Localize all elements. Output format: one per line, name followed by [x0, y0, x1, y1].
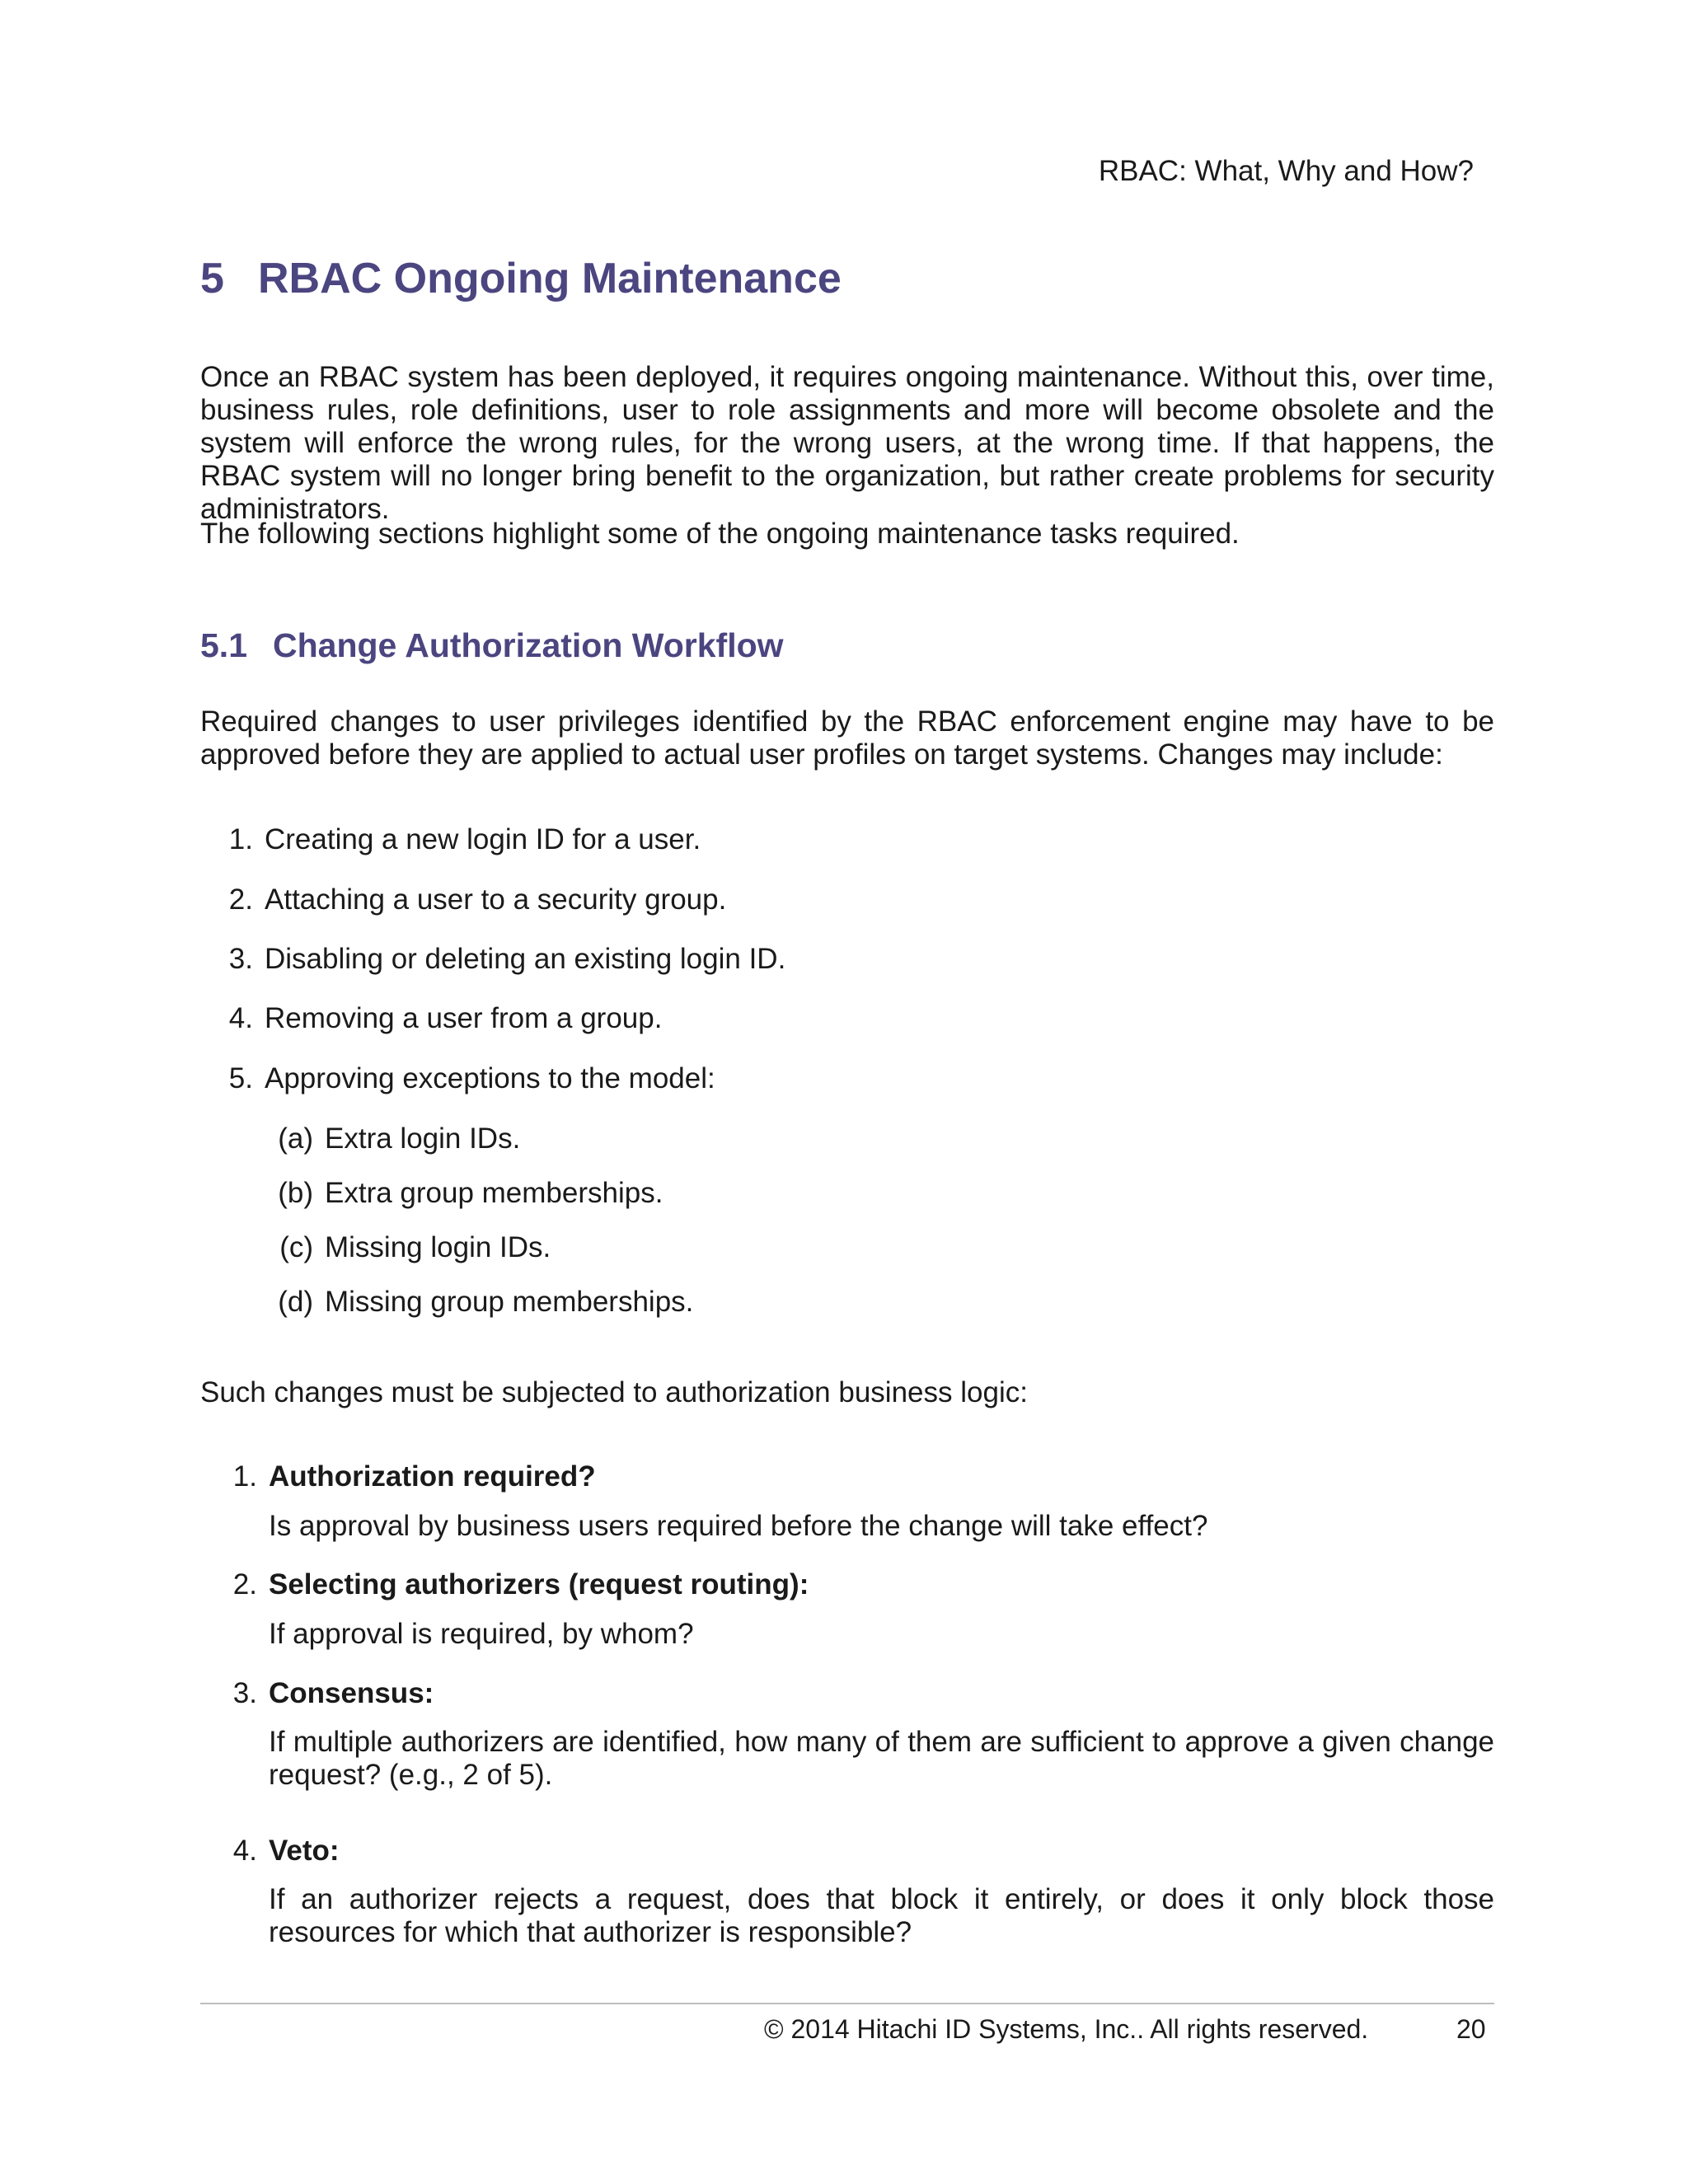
logic-title: Veto:: [269, 1835, 340, 1867]
footer-copyright: © 2014 Hitachi ID Systems, Inc.. All rights reserved.: [764, 2014, 1369, 2044]
sub-list-item: [278, 1122, 521, 1155]
list-marker: 4.: [228, 1002, 253, 1034]
subsection-intro: Required changes to user privileges identified by the RBAC enforcement engine may have to be approved before they are applied to actual user profiles on target systems. Changes may include:: [200, 705, 1494, 771]
logic-item-text: If approval is required, by whom?: [269, 1618, 694, 1650]
logic-item-title: [232, 1835, 340, 1868]
section-heading: [200, 254, 842, 303]
list-item-text: Attaching a user to a security group.: [265, 883, 727, 916]
logic-item-title: [232, 1460, 596, 1493]
list-marker: 4.: [232, 1835, 257, 1867]
logic-intro: Such changes must be subjected to authorization business logic:: [200, 1376, 1028, 1408]
logic-title: Authorization required?: [269, 1460, 596, 1493]
footer-divider: [200, 2003, 1494, 2004]
sub-list-item: [278, 1286, 694, 1319]
logic-item-text: If an authorizer rejects a request, does that block it entirely, or does it only block those resources for which that authorizer is responsible?: [269, 1883, 1494, 1948]
sub-list-item: [279, 1231, 551, 1264]
list-marker: 2.: [232, 1568, 257, 1601]
list-marker: 5.: [228, 1062, 253, 1094]
page-number: 20: [1456, 2014, 1486, 2044]
subsection-heading: [200, 626, 784, 665]
list-item: [228, 943, 786, 976]
section-paragraph-1: Once an RBAC system has been deployed, it requires ongoing maintenance. Without this, over time, business rules, role definitions, user to role assignments and more will become obsolete and the system will enforce the wrong rules, for the wrong users, at the wrong time. If that happens, the RBAC system will no longer bring benefit to the organization, but rather create problems for security administrators.: [200, 361, 1494, 525]
list-item-text: Removing a user from a group.: [265, 1002, 663, 1034]
sub-list-item-text: Extra group memberships.: [325, 1177, 663, 1209]
list-item: [228, 1002, 663, 1035]
section-paragraph-2: The following sections highlight some of the ongoing maintenance tasks required.: [200, 518, 1240, 550]
sub-list-marker: (a): [278, 1122, 313, 1155]
list-marker: 2.: [228, 883, 253, 916]
list-marker: 3.: [228, 943, 253, 975]
subsection-number: 5.1: [200, 626, 247, 664]
list-item: [228, 883, 727, 916]
section-title: RBAC Ongoing Maintenance: [258, 255, 842, 302]
sub-list-item-text: Missing group memberships.: [325, 1286, 694, 1318]
logic-item-text: Is approval by business users required before the change will take effect?: [269, 1510, 1208, 1542]
subsection-title: Change Authorization Workflow: [273, 626, 784, 664]
logic-title: Selecting authorizers (request routing):: [269, 1568, 809, 1601]
section-number: 5: [200, 255, 224, 302]
sub-list-marker: (c): [279, 1231, 313, 1263]
logic-item-text: If multiple authorizers are identified, how many of them are sufficient to approve a given change request? (e.g., 2 of 5).: [269, 1726, 1494, 1791]
logic-item-title: [232, 1568, 809, 1601]
logic-item-title: [232, 1677, 434, 1710]
list-marker: 1.: [232, 1460, 257, 1493]
list-item: [228, 1062, 715, 1095]
list-item: [228, 823, 701, 856]
list-marker: 3.: [232, 1677, 257, 1709]
logic-title: Consensus:: [269, 1677, 434, 1709]
list-marker: 1.: [228, 823, 253, 855]
list-item-text: Creating a new login ID for a user.: [265, 823, 701, 855]
sub-list-marker: (d): [278, 1286, 313, 1318]
list-item-text: Disabling or deleting an existing login ID.: [265, 943, 786, 975]
sub-list-item-text: Extra login IDs.: [325, 1122, 521, 1155]
sub-list-marker: (b): [278, 1177, 313, 1209]
sub-list-item-text: Missing login IDs.: [325, 1231, 551, 1263]
running-header: RBAC: What, Why and How?: [1098, 155, 1474, 187]
list-item-text: Approving exceptions to the model:: [265, 1062, 715, 1094]
sub-list-item: [278, 1177, 663, 1210]
